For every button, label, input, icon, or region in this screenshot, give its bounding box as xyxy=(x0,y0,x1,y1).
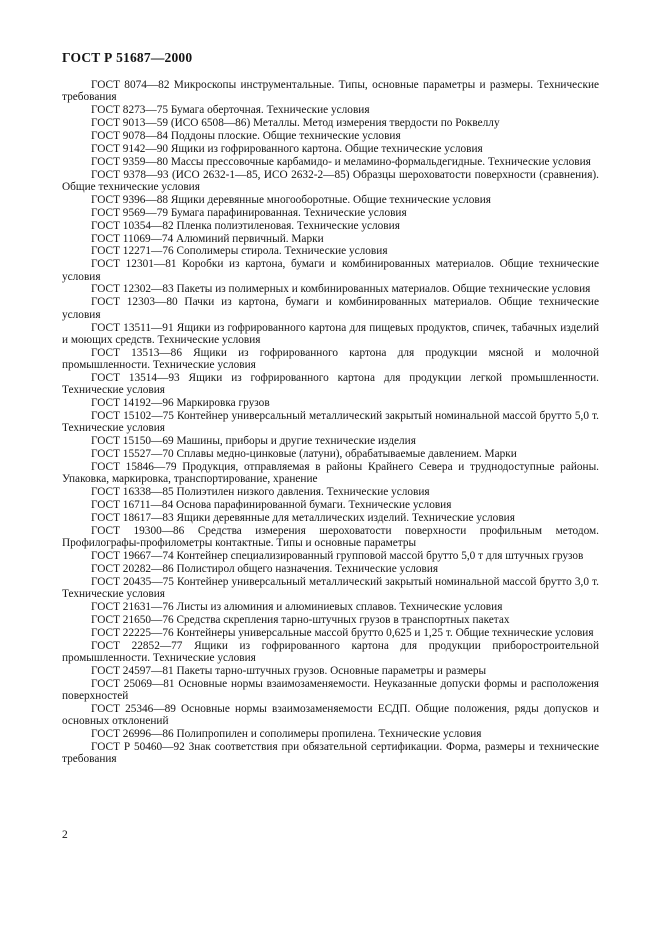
standard-reference-item: ГОСТ 16711—84 Основа парафинированной бумаги. Технические условия xyxy=(91,499,452,512)
standard-reference-item: ГОСТ 9378—93 (ИСО 2632-1—85, ИСО 2632-2—85) Образцы шероховатости поверхности (сравнения). Общие технические условия xyxy=(62,168,599,193)
standard-reference-item: ГОСТ 22852—77 Ящики из гофрированного картона для продукции приборостроительной промышленности. Технические условия xyxy=(62,639,599,664)
standard-reference-item: ГОСТ 19300—86 Средства измерения шероховатости поверхности профильным методом. Профилографы-профилометры контактные. Типы и основные параметры xyxy=(62,524,599,550)
standard-reference-item: ГОСТ 21650—76 Средства скрепления тарно-штучных грузов в транспортных пакетах xyxy=(91,613,510,626)
standard-reference-item: ГОСТ 16338—85 Полиэтилен низкого давления. Технические условия xyxy=(91,486,430,499)
standard-reference-item: ГОСТ 9078—84 Поддоны плоские. Общие технические условия xyxy=(91,129,401,142)
standard-reference-item: ГОСТ 12303—80 Пачки из картона, бумаги и комбинированных материалов. Общие технические условия xyxy=(62,296,599,321)
standard-reference-item: ГОСТ 8074—82 Микроскопы инструментальные. Типы, основные параметры и размеры. Технические требования xyxy=(62,79,599,104)
standard-reference-item: ГОСТ 9359—80 Массы прессовочные карбамидо- и меламино-формальдегидные. Технические условия xyxy=(91,155,591,168)
standard-reference-item: ГОСТ 13511—91 Ящики из гофрированного картона для пищевых продуктов, спичек, табачных изделий и моющих средств. Технические условия xyxy=(62,321,599,346)
standard-reference-item: ГОСТ 25069—81 Основные нормы взаимозаменяемости. Неуказанные допуски формы и расположения поверхностей xyxy=(62,677,599,703)
standard-reference-item: ГОСТ 11069—74 Алюминий первичный. Марки xyxy=(91,232,324,245)
standard-reference-item: ГОСТ 22225—76 Контейнеры универсальные массой брутто 0,625 и 1,25 т. Общие технические условия xyxy=(91,626,594,639)
standard-reference-item: ГОСТ 9396—88 Ящики деревянные многооборотные. Общие технические условия xyxy=(91,193,491,206)
standard-reference-item: ГОСТ 26996—86 Полипропилен и сополимеры пропилена. Технические условия xyxy=(91,728,482,741)
standard-reference-item: ГОСТ 15846—79 Продукция, отправляемая в районы Крайнего Севера и труднодоступные районы. Упаковка, маркировка, транспортирование, хранение xyxy=(62,460,599,486)
standard-reference-item: ГОСТ 10354—82 Пленка полиэтиленовая. Технические условия xyxy=(91,219,400,232)
standard-reference-item: ГОСТ 9569—79 Бумага парафинированная. Технические условия xyxy=(91,206,407,219)
standard-reference-item: ГОСТ 19667—74 Контейнер специализированный групповой массой брутто 5,0 т для штучных грузов xyxy=(91,550,584,563)
standard-reference-item: ГОСТ 12271—76 Сополимеры стирола. Технические условия xyxy=(91,245,388,258)
standard-reference-item: ГОСТ 15102—75 Контейнер универсальный металлический закрытый номинальной массой брутто 5,0 т. Технические условия xyxy=(62,410,599,435)
standard-reference-item: ГОСТ 25346—89 Основные нормы взаимозаменяемости ЕСДП. Общие положения, ряды допусков и основных отклонений xyxy=(62,702,599,728)
standard-reference-item: ГОСТ 13514—93 Ящики из гофрированного картона для продукции легкой промышленности. Технические условия xyxy=(62,371,599,397)
standard-reference-item: ГОСТ 9142—90 Ящики из гофрированного картона. Общие технические условия xyxy=(91,142,483,155)
standard-reference-item: ГОСТ 20282—86 Полистирол общего назначения. Технические условия xyxy=(91,562,439,575)
standard-reference-item: ГОСТ 15527—70 Сплавы медно-цинковые (латуни), обрабатываемые давлением. Марки xyxy=(91,448,517,461)
standard-reference-item: ГОСТ 13513—86 Ящики из гофрированного картона для продукции мясной и молочной промышленности. Технические условия xyxy=(62,346,599,372)
standard-reference-item: ГОСТ 9013—59 (ИСО 6508—86) Металлы. Метод измерения твердости по Роквеллу xyxy=(91,117,500,130)
standard-reference-item: ГОСТ 15150—69 Машины, приборы и другие технические изделия xyxy=(91,435,416,448)
standard-reference-item: ГОСТ Р 50460—92 Знак соответствия при обязательной сертификации. Форма, размеры и технические требования xyxy=(62,741,599,766)
standard-reference-item: ГОСТ 21631—76 Листы из алюминия и алюминиевых сплавов. Технические условия xyxy=(91,600,503,613)
standard-reference-item: ГОСТ 18617—83 Ящики деревянные для металлических изделий. Технические условия xyxy=(91,511,515,524)
standard-reference-item: ГОСТ 24597—81 Пакеты тарно-штучных грузов. Основные параметры и размеры xyxy=(91,664,487,677)
standard-reference-item: ГОСТ 8273—75 Бумага оберточная. Технические условия xyxy=(91,104,370,117)
page-number: 2 xyxy=(62,829,68,841)
standard-reference-item: ГОСТ 12302—83 Пакеты из полимерных и комбинированных материалов. Общие технические условия xyxy=(91,283,591,296)
document-header-title: ГОСТ Р 51687—2000 xyxy=(62,50,193,65)
standard-reference-item: ГОСТ 20435—75 Контейнер универсальный металлический закрытый номинальной массой брутто 3,0 т. Технические условия xyxy=(62,575,599,601)
standard-reference-item: ГОСТ 12301—81 Коробки из картона, бумаги и комбинированных материалов. Общие технические условия xyxy=(62,258,599,283)
standards-list xyxy=(62,79,599,766)
standard-reference-item: ГОСТ 14192—96 Маркировка грузов xyxy=(91,397,270,410)
